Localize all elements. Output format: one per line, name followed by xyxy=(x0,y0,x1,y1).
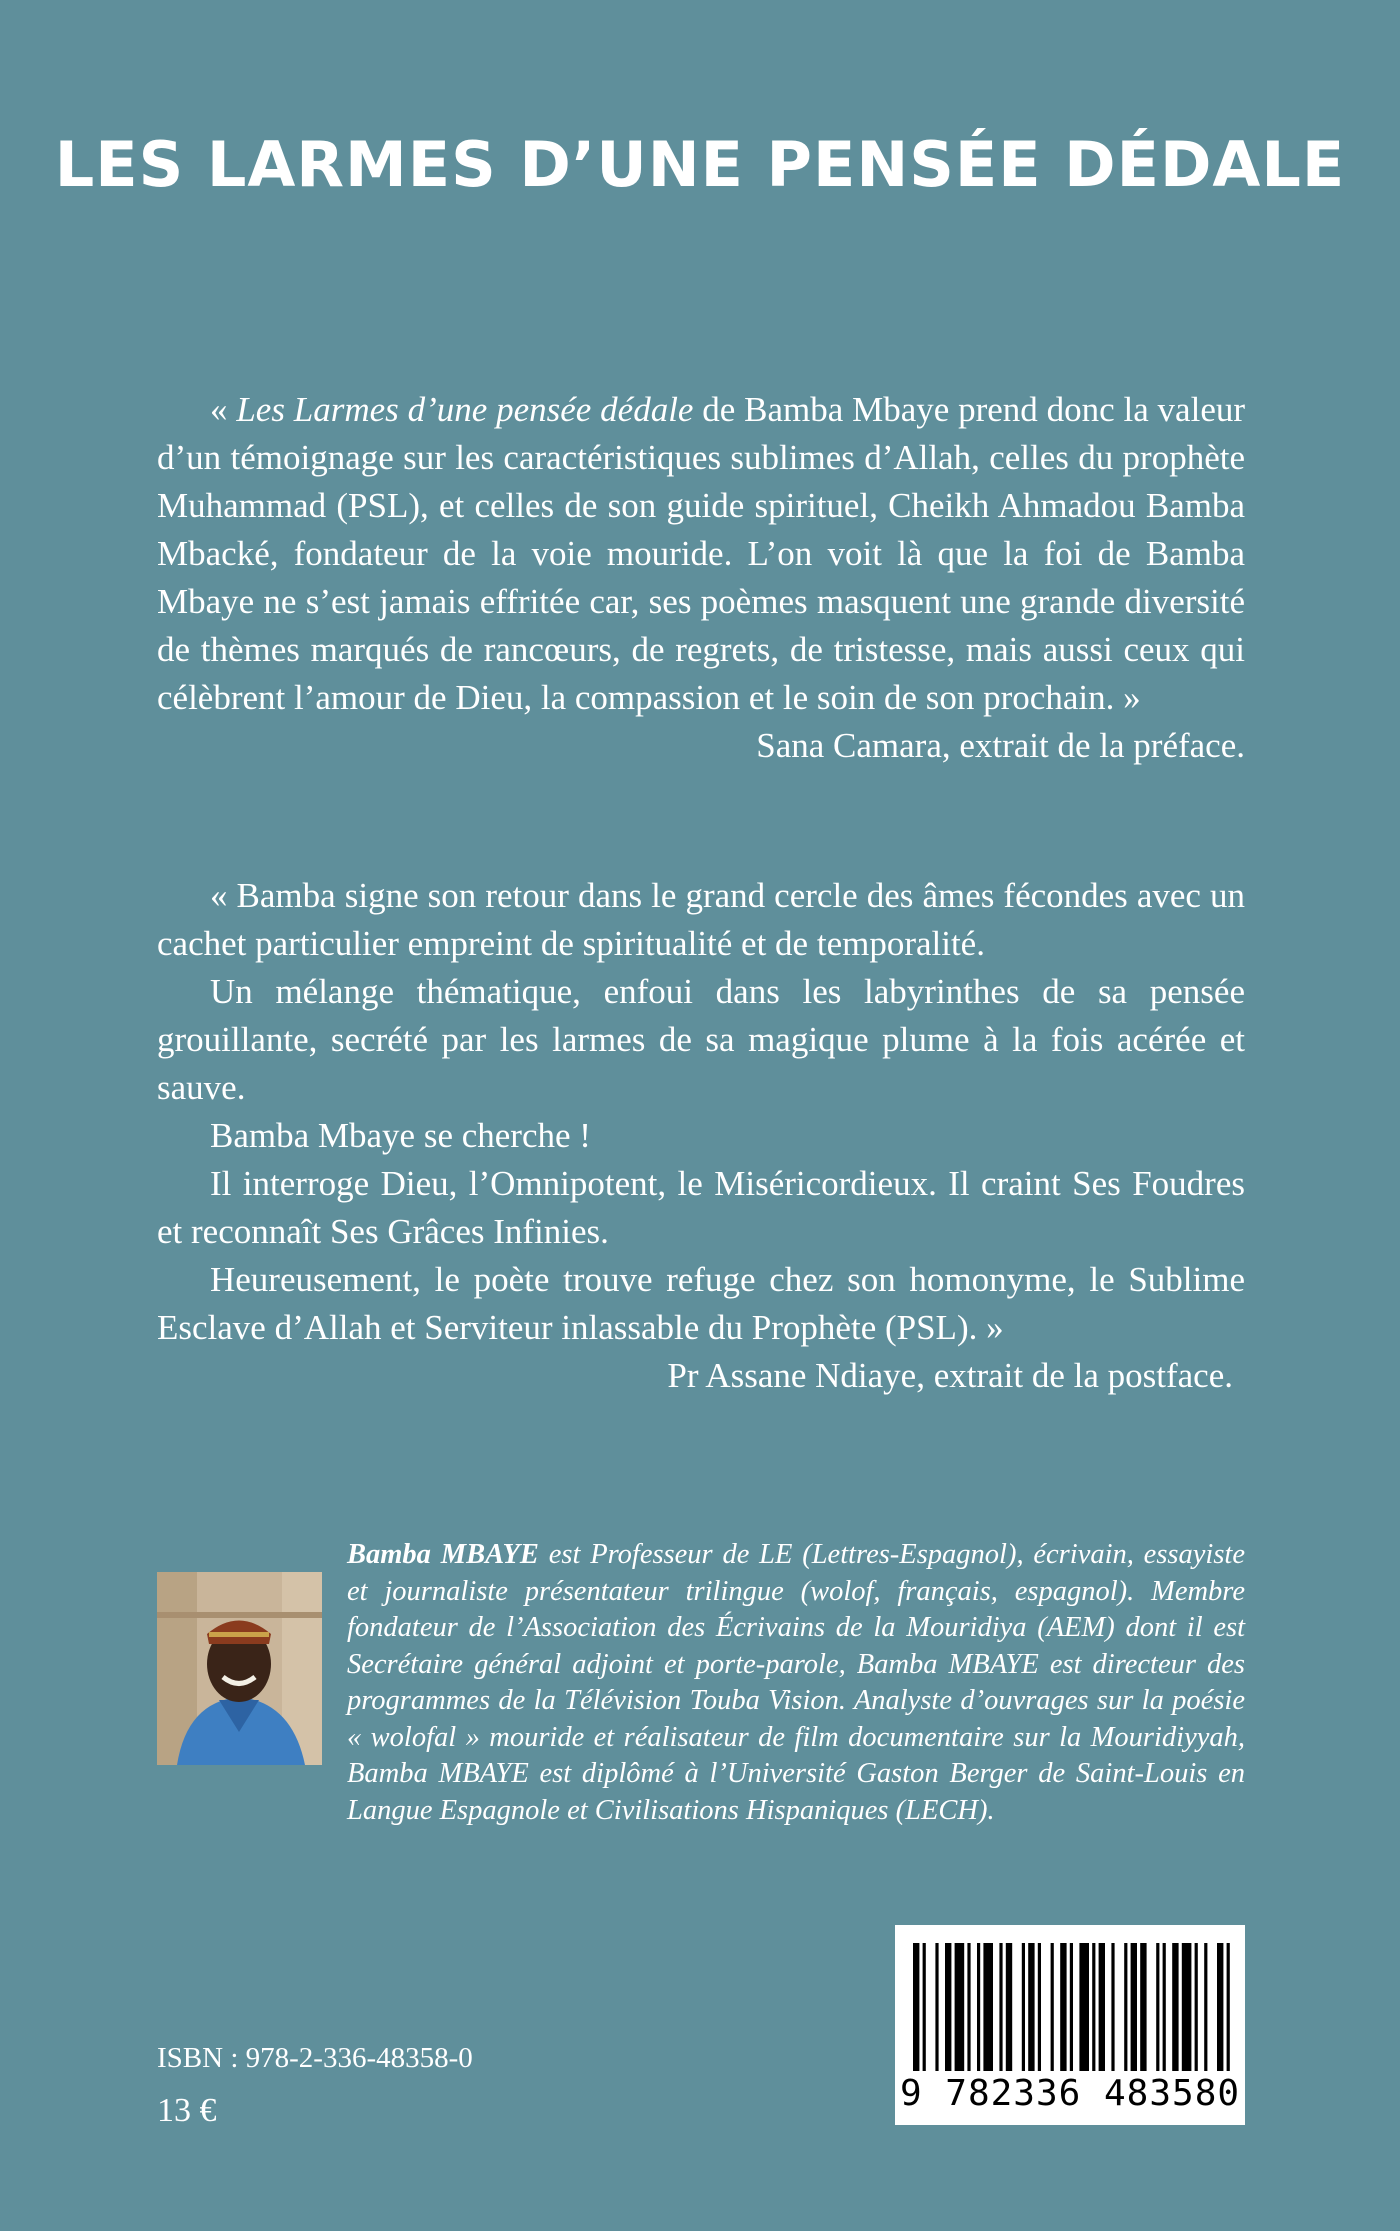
barcode-bar xyxy=(1006,1943,1012,2071)
price: 13 € xyxy=(157,2092,217,2129)
postface-paragraph: Il interroge Dieu, l’Omnipotent, le Miséricordieux. Il craint Ses Foudres et reconnaît Ses Grâces Infinies. xyxy=(157,1164,1245,1251)
barcode-bar xyxy=(983,1943,993,2071)
barcode-bar xyxy=(1227,1943,1230,2071)
barcode-digits: 9 782336 483580 xyxy=(899,2073,1241,2114)
barcode-bar xyxy=(999,1943,1002,2071)
book-title: LES LARMES D’UNE PENSÉE DÉDALE xyxy=(54,128,1346,201)
barcode-bar xyxy=(945,1943,951,2071)
postface-paragraph: Bamba Mbaye se cherche ! xyxy=(210,1116,591,1155)
barcode-bar xyxy=(1195,1943,1198,2071)
barcode-bar xyxy=(935,1943,938,2071)
barcode-bar xyxy=(1182,1943,1192,2071)
barcode-bar xyxy=(977,1943,980,2071)
quote-open: « xyxy=(210,390,237,429)
barcode-bar xyxy=(1060,1943,1066,2071)
barcode-bar xyxy=(1217,1943,1223,2071)
barcode-bar xyxy=(1092,1943,1095,2071)
author-portrait-icon xyxy=(157,1572,322,1765)
barcode-bar xyxy=(1051,1943,1054,2071)
barcode-bar xyxy=(1022,1943,1025,2071)
barcode-bar xyxy=(923,1943,926,2071)
ean13-barcode-icon xyxy=(895,1925,1245,2075)
barcode-bar xyxy=(1038,1943,1041,2071)
barcode-bar xyxy=(1204,1943,1207,2071)
preface-quote-body: de Bamba Mbaye prend donc la valeur d’un témoignage sur les caractéristiques sublimes d’Allah, celles du prophète Muhammad (PSL), et celles de son guide spirituel, Cheikh Ahmadou Bamba Mbacké, fondateur de la voie mouride. L’on voit là que la foi de Bamba Mbaye ne s’est jamais effritée car, ses poèmes masquent une grande diversité de thèmes marqués de rancœurs, de regrets, de tristesse, mais aussi ceux qui célèbrent l’amour de Dieu, la compassion et le soin de son prochain. » xyxy=(157,390,1246,717)
barcode-bar xyxy=(1099,1943,1105,2071)
preface-quote xyxy=(157,386,1245,770)
postface-quote xyxy=(157,872,1245,1400)
barcode-bar xyxy=(913,1943,919,2071)
quoted-book-title: Les Larmes d’une pensée dédale xyxy=(236,390,694,429)
barcode xyxy=(895,1925,1245,2125)
barcode-bar xyxy=(1131,1943,1137,2071)
barcode-bar xyxy=(1140,1943,1146,2071)
barcode-bar xyxy=(1028,1943,1034,2071)
postface-paragraph: Un mélange thématique, enfoui dans les labyrinthes de sa pensée grouillante, secrété par les larmes de sa magique plume à la fois acérée et sauve. xyxy=(157,972,1245,1107)
author-bio xyxy=(347,1537,1245,1829)
preface-quote-text xyxy=(157,386,1245,722)
barcode-bar xyxy=(1124,1943,1127,2071)
barcode-bar xyxy=(955,1943,965,2071)
barcode-bar xyxy=(1172,1943,1178,2071)
barcode-bar xyxy=(1156,1943,1159,2071)
author-bio-text: est Professeur de LE (Lettres-Espagnol), écrivain, essayiste et journaliste présentateur trilingue (wolof, français, espagnol). Membre fondateur de l’Association des Écrivains de la Mouridiya (AEM) dont il est Secrétaire général adjoint et porte-parole, Bamba MBAYE est directeur des programmes de la Télévision Touba Vision. Analyste d’ouvrages sur la poésie « wolofal » mouride et réalisateur de film documentaire sur la Mouridiyyah, Bamba MBAYE est diplômé à l’Université Gaston Berger de Saint-Louis en Langue Espagnole et Civilisations Hispaniques (LECH). xyxy=(347,1539,1245,1826)
barcode-bar xyxy=(967,1943,970,2071)
author-name: Bamba MBAYE xyxy=(347,1539,539,1570)
barcode-bar xyxy=(1163,1943,1166,2071)
postface-paragraph: Heureusement, le poète trouve refuge chez son homonyme, le Sublime Esclave d’Allah et Serviteur inlassable du Prophète (PSL). » xyxy=(157,1260,1245,1347)
barcode-bar xyxy=(1111,1943,1114,2071)
barcode-bar xyxy=(1070,1943,1073,2071)
preface-attribution: Sana Camara, extrait de la préface. xyxy=(756,726,1245,765)
barcode-bar xyxy=(1079,1943,1089,2071)
postface-paragraph: « Bamba signe son retour dans le grand cercle des âmes fécondes avec un cachet particulier empreint de spiritualité et de temporalité. xyxy=(157,876,1245,963)
author-photo xyxy=(157,1572,322,1765)
isbn: ISBN : 978-2-336-48358-0 xyxy=(157,2042,473,2074)
postface-attribution: Pr Assane Ndiaye, extrait de la postface. xyxy=(667,1356,1233,1395)
